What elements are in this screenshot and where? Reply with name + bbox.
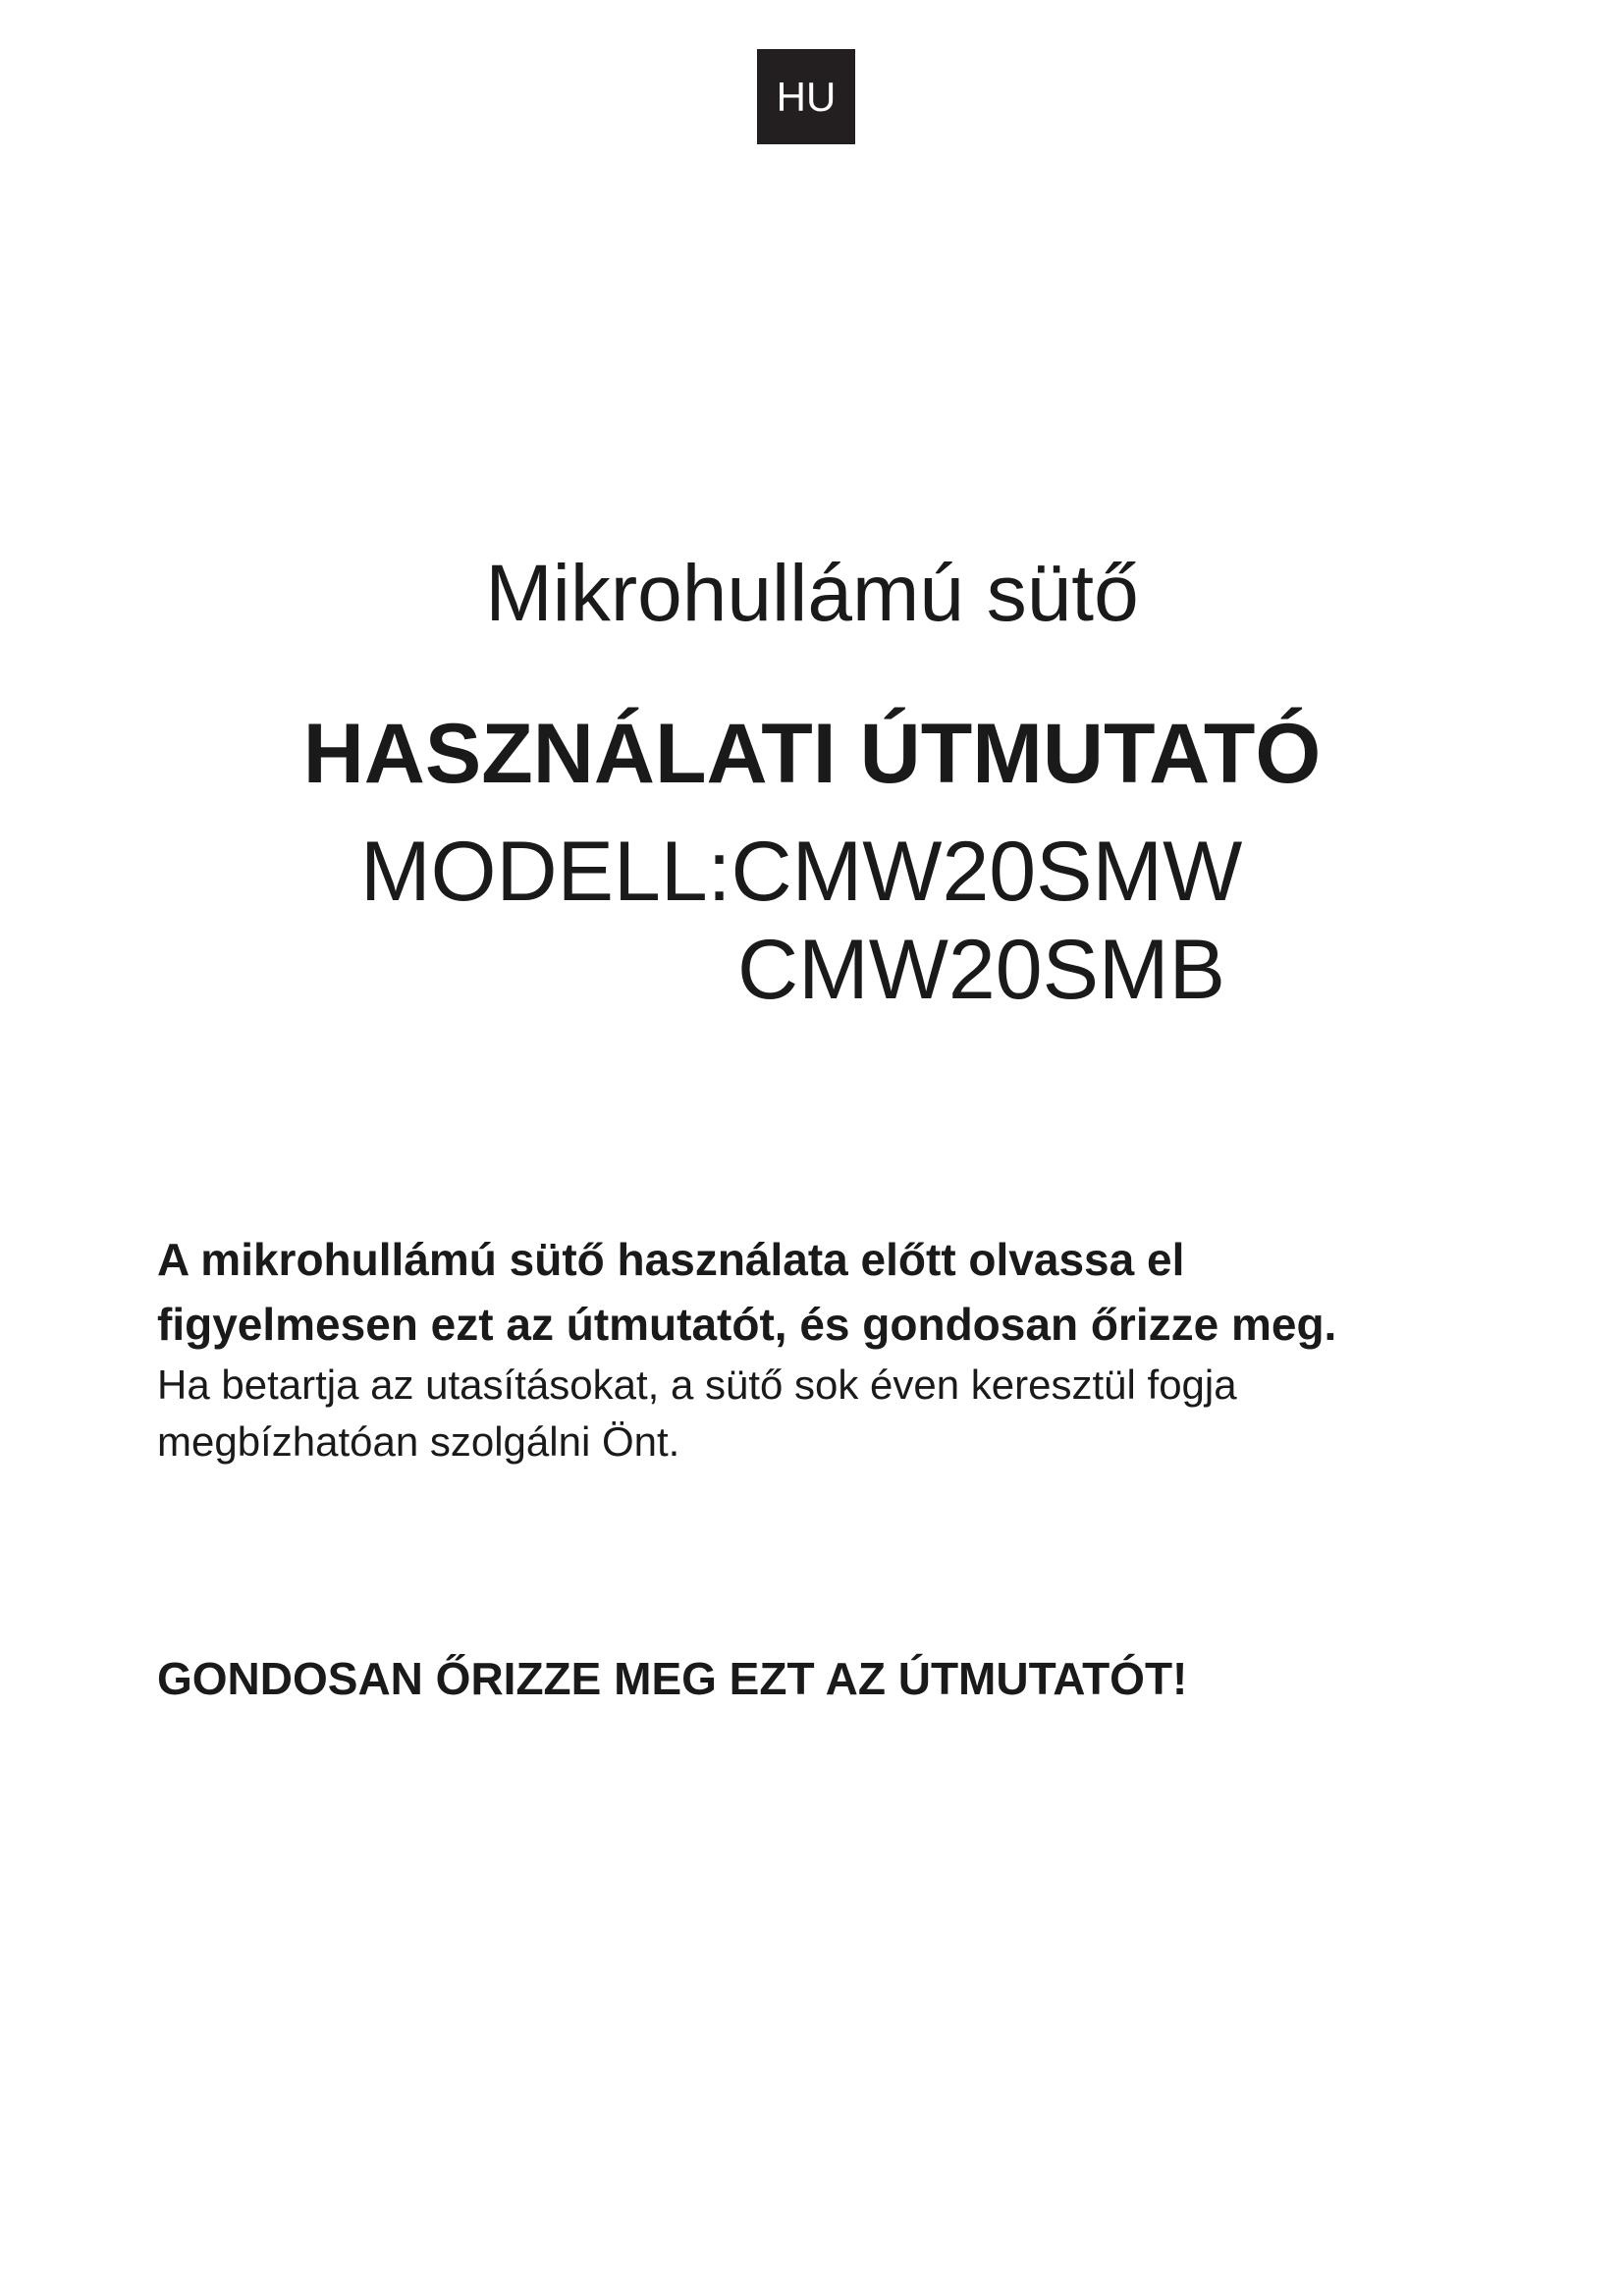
manual-title: HASZNÁLATI ÚTMUTATÓ xyxy=(302,707,1322,801)
intro-bold-line: figyelmesen ezt az útmutatót, és gondosan őrizze meg. xyxy=(157,1299,1337,1350)
language-badge: HU xyxy=(757,49,855,144)
model-line-2: CMW20SMB xyxy=(737,923,1225,1017)
product-title: Mikrohullámú sütő xyxy=(485,549,1139,638)
keep-manual-notice: GONDOSAN ŐRIZZE MEG EZT AZ ÚTMUTATÓT! xyxy=(157,1653,1188,1704)
intro-regular-line: Ha betartja az utasításokat, a sütő sok éven keresztül fogja xyxy=(157,1362,1237,1408)
intro-paragraph xyxy=(157,1227,1492,1470)
intro-regular-line: megbízhatóan szolgálni Önt. xyxy=(157,1418,680,1465)
model-line-1: MODELL:CMW20SMW xyxy=(360,825,1243,919)
intro-bold-line: A mikrohullámú sütő használata előtt olvassa el xyxy=(157,1234,1185,1285)
